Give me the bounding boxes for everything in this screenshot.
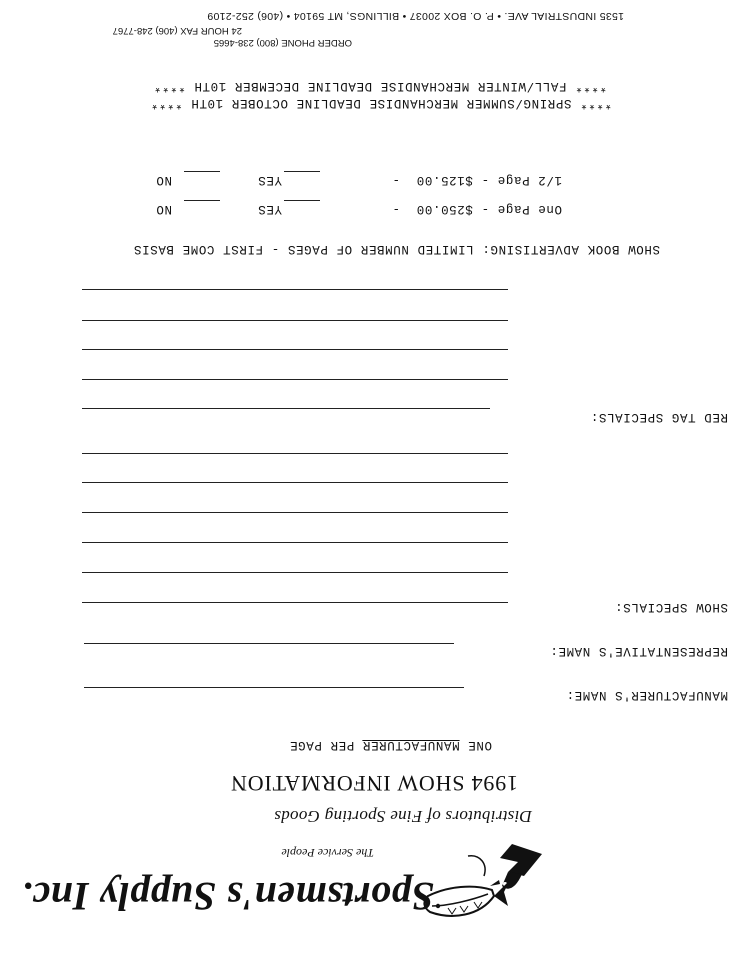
show-specials-label: SHOW SPECIALS: — [614, 600, 728, 614]
company-address: 1535 INDUSTRIAL AVE. • P. O. BOX 20037 • BILLINGS, MT 59104 • (406) 252-2109 — [207, 10, 624, 22]
show-specials-line-4[interactable] — [82, 512, 508, 513]
representative-label: REPRESENTATIVE'S NAME: — [549, 644, 728, 658]
red-tag-line-5[interactable] — [82, 289, 508, 290]
policy-suffix: PER PAGE — [289, 738, 363, 752]
manufacturer-policy — [289, 738, 492, 752]
red-tag-line-1[interactable] — [82, 408, 490, 409]
red-tag-line-2[interactable] — [82, 379, 508, 380]
policy-emphasis: MANUFACTURER — [362, 738, 460, 752]
half-page-yes-line[interactable] — [284, 171, 320, 172]
show-specials-line-5[interactable] — [82, 482, 508, 483]
show-specials-line-1[interactable] — [82, 602, 508, 603]
ad-option-half-page-label: 1/2 Page - $125.00 - — [391, 173, 562, 187]
page-title: 1994 SHOW INFORMATION — [230, 771, 518, 796]
company-subtitle: Distributors of Fine Sporting Goods — [274, 807, 532, 826]
ad-option-full-page — [142, 196, 562, 216]
show-specials-line-6[interactable] — [82, 453, 508, 454]
ad-option-full-page-yes[interactable]: YES — [257, 202, 282, 216]
company-name: Sportsmen's Supply Inc. — [21, 874, 434, 919]
manufacturer-field[interactable] — [84, 687, 464, 688]
company-tagline: The Service People — [281, 846, 374, 860]
ad-option-half-page-yes[interactable]: YES — [257, 173, 282, 187]
red-tag-specials-label: RED TAG SPECIALS: — [590, 410, 728, 424]
ad-option-full-page-no[interactable]: NO — [155, 202, 172, 216]
red-tag-line-4[interactable] — [82, 320, 508, 321]
advertising-heading: SHOW BOOK ADVERTISING: LIMITED NUMBER OF PAGES - FIRST COME BASIS — [133, 242, 660, 256]
full-page-no-line[interactable] — [184, 200, 220, 201]
full-page-yes-line[interactable] — [284, 200, 320, 201]
order-phone: ORDER PHONE (800) 238-4665 — [213, 37, 352, 48]
ad-option-half-page — [142, 167, 562, 187]
representative-field[interactable] — [84, 643, 454, 644]
red-tag-line-3[interactable] — [82, 349, 508, 350]
show-specials-line-2[interactable] — [82, 572, 508, 573]
manufacturer-label: MANUFACTURER'S NAME: — [565, 688, 728, 702]
company-logo — [21, 826, 552, 936]
ad-option-half-page-no[interactable]: NO — [155, 173, 172, 187]
ad-option-full-page-label: One Page - $250.00 - — [391, 202, 562, 216]
show-specials-line-3[interactable] — [82, 542, 508, 543]
half-page-no-line[interactable] — [184, 171, 220, 172]
policy-prefix: ONE — [459, 738, 492, 752]
fall-winter-deadline: **** FALL/WINTER MERCHANDISE DEADLINE DECEMBER 10TH **** — [153, 79, 607, 93]
spring-summer-deadline: **** SPRING/SUMMER MERCHANDISE DEADLINE OCTOBER 10TH **** — [150, 96, 612, 110]
fax-number: 24 HOUR FAX (406) 248-7767 — [112, 25, 242, 36]
